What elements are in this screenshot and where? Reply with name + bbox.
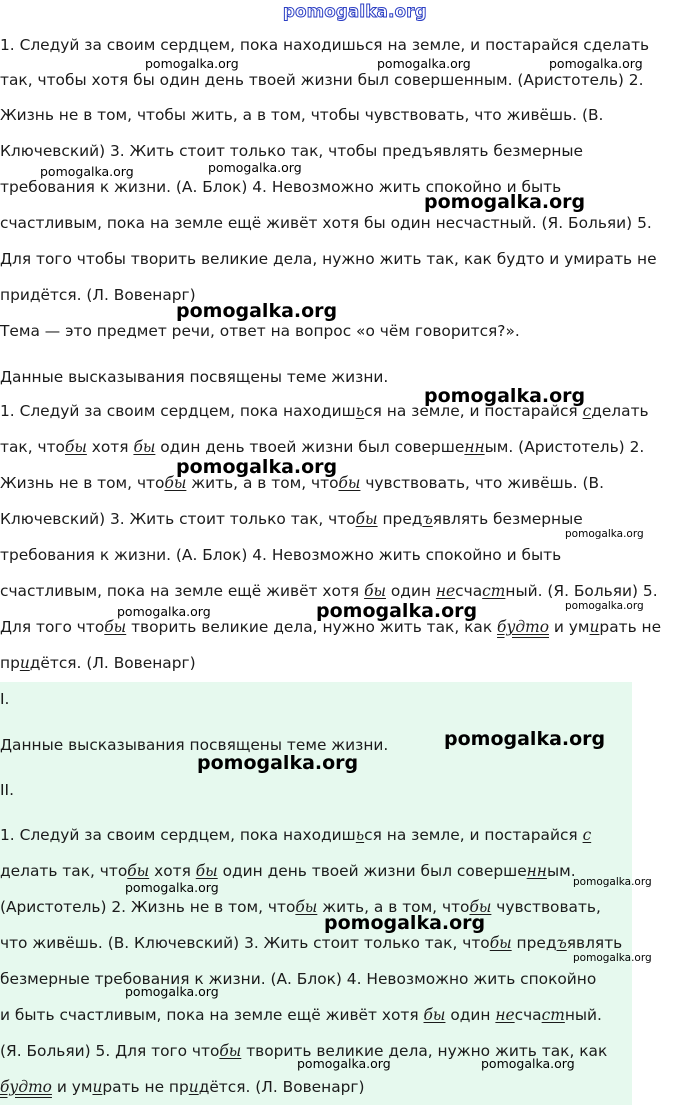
text-line: так, чтобы хотя бы один день твоей жизни был совершенным. (Аристотель) 2. (0, 71, 644, 89)
watermark: pomogalka.org (549, 56, 643, 71)
watermark: pomogalka.org (145, 56, 239, 71)
answer-line: (Аристотель) 2. Жизнь не в том, чтобы жить, а в том, чтобы чувствовать, (0, 898, 601, 916)
answer-line: будто и умирать не придётся. (Л. Вовенарг) (0, 1078, 365, 1096)
text-line: Жизнь не в том, чтобы жить, а в том, чтобы чувствовать, что живёшь. (В. (0, 106, 604, 124)
watermark: pomogalka.org (125, 984, 219, 999)
watermark: pomogalka.org (424, 191, 586, 213)
watermark: pomogalka.org (573, 952, 652, 964)
answer-line: (Я. Больяи) 5. Для того чтобы творить великие дела, нужно жить так, как (0, 1042, 608, 1060)
section-number-2: II. (0, 781, 14, 799)
theme-definition: Тема — это предмет речи, ответ на вопрос «о чём говорится?». (0, 322, 520, 340)
watermark: pomogalka.org (176, 456, 338, 478)
marked-line: Для того чтобы творить великие дела, нужно жить так, как будто и умирать не (0, 618, 662, 636)
watermark: pomogalka.org (40, 164, 134, 179)
answer-statement: Данные высказывания посвящены теме жизни. (0, 736, 389, 754)
watermark: pomogalka.org (424, 385, 586, 407)
watermark: pomogalka.org (297, 1056, 391, 1071)
marked-line: придётся. (Л. Вовенарг) (0, 654, 196, 672)
watermark: pomogalka.org (481, 1056, 575, 1071)
watermark: pomogalka.org (565, 528, 644, 540)
marked-line: Ключевский) 3. Жить стоит только так, чтобы предъявлять безмерные (0, 510, 583, 528)
theme-statement: Данные высказывания посвящены теме жизни. (0, 368, 389, 386)
watermark: pomogalka.org (377, 56, 471, 71)
text-line: счастливым, пока на земле ещё живёт хотя бы один несчастный. (Я. Больяи) 5. (0, 214, 652, 232)
watermark: pomogalka.org (208, 160, 302, 175)
section-number-1: I. (0, 690, 10, 708)
marked-line: счастливым, пока на земле ещё живёт хотя бы один несчастный. (Я. Больяи) 5. (0, 582, 658, 600)
watermark: pomogalka.org (573, 876, 652, 888)
answer-line: делать так, чтобы хотя бы один день твоей жизни был совершенным. (0, 862, 576, 880)
marked-line: требования к жизни. (А. Блок) 4. Невозможно жить спокойно и быть (0, 546, 562, 564)
text-line: 1. Следуй за своим сердцем, пока находишься на земле, и постарайся сделать (0, 36, 650, 54)
watermark: pomogalka.org (117, 604, 211, 619)
text-line: требования к жизни. (А. Блок) 4. Невозможно жить спокойно и быть (0, 178, 562, 196)
watermark: pomogalka.org (316, 600, 478, 622)
answer-line: что живёшь. (В. Ключевский) 3. Жить стоит только так, чтобы предъявлять (0, 934, 623, 952)
text-line: Ключевский) 3. Жить стоит только так, чтобы предъявлять безмерные (0, 142, 584, 160)
watermark: pomogalka.org (176, 300, 338, 322)
watermark: pomogalka.org (197, 752, 359, 774)
text-line: придётся. (Л. Вовенарг) (0, 286, 196, 304)
watermark: pomogalka.org (444, 728, 606, 750)
site-watermark-header: pomogalka.org (283, 2, 427, 21)
watermark: pomogalka.org (125, 880, 219, 895)
marked-line: 1. Следуй за своим сердцем, пока находишься на земле, и постарайся сделать (0, 402, 649, 420)
watermark: pomogalka.org (324, 912, 486, 934)
answer-line: 1. Следуй за своим сердцем, пока находишься на земле, и постарайся с (0, 826, 592, 844)
watermark: pomogalka.org (565, 600, 644, 612)
marked-line: так, чтобы хотя бы один день твоей жизни был совершенным. (Аристотель) 2. (0, 438, 645, 456)
marked-line: Жизнь не в том, чтобы жить, а в том, чтобы чувствовать, что живёшь. (В. (0, 474, 605, 492)
answer-line: и быть счастливым, пока на земле ещё живёт хотя бы один несчастный. (0, 1006, 602, 1024)
answer-line: безмерные требования к жизни. (А. Блок) 4. Невозможно жить спокойно (0, 970, 597, 988)
text-line: Для того чтобы творить великие дела, нужно жить так, как будто и умирать не (0, 250, 657, 268)
